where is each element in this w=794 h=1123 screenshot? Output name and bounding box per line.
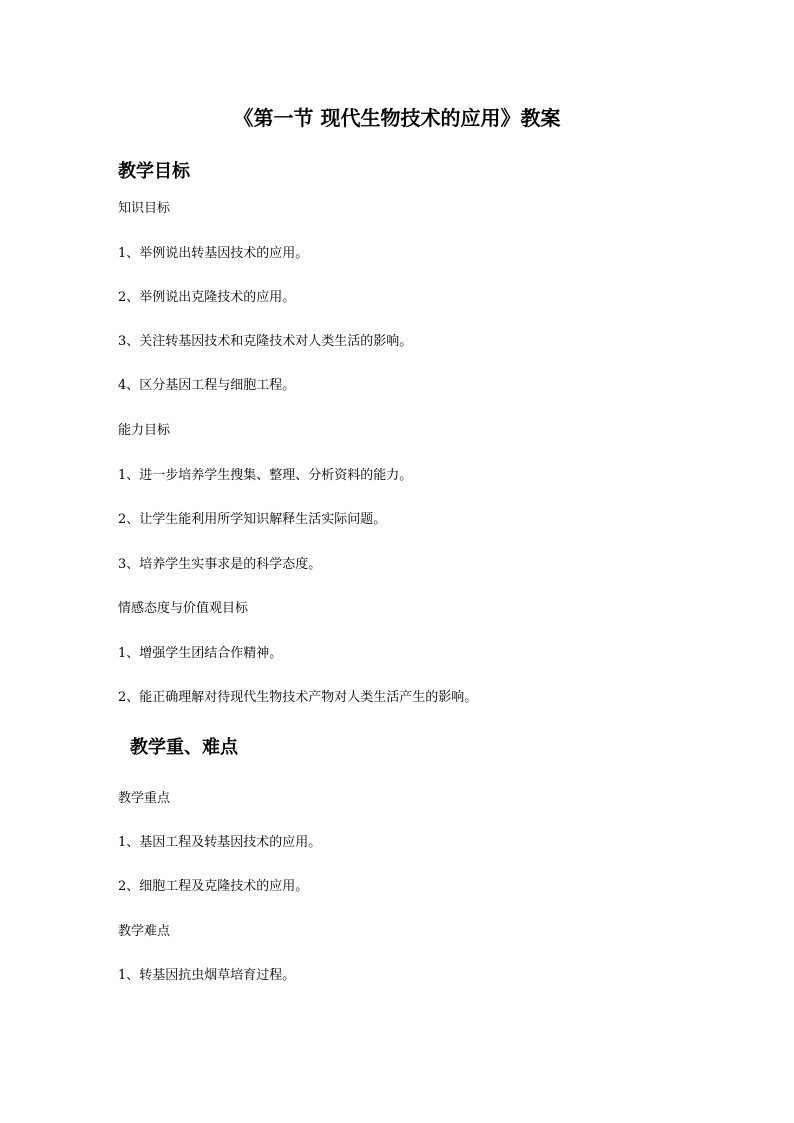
list-item: 2、举例说出克隆技术的应用。 (118, 290, 296, 305)
list-item: 1、转基因抗虫烟草培育过程。 (118, 968, 296, 983)
list-item: 1、基因工程及转基因技术的应用。 (118, 835, 322, 850)
document-title: 《第一节 现代生物技术的应用》教案 (233, 106, 561, 130)
subheading-ability-objectives: 能力目标 (118, 423, 171, 438)
list-item: 1、举例说出转基因技术的应用。 (118, 246, 309, 261)
subheading-knowledge-objectives: 知识目标 (118, 201, 171, 216)
list-item: 1、增强学生团结合作精神。 (118, 646, 283, 661)
list-item: 3、关注转基因技术和克隆技术对人类生活的影响。 (118, 334, 413, 349)
list-item: 4、区分基因工程与细胞工程。 (118, 378, 296, 393)
section-heading-objectives: 教学目标 (118, 161, 190, 182)
subheading-emotion-objectives: 情感态度与价值观目标 (118, 601, 249, 616)
section-heading-key-difficult-points: 教学重、难点 (130, 737, 238, 758)
list-item: 2、让学生能利用所学知识解释生活实际问题。 (118, 512, 387, 527)
subheading-key-points: 教学重点 (118, 791, 171, 806)
list-item: 3、培养学生实事求是的科学态度。 (118, 557, 322, 572)
list-item: 2、能正确理解对待现代生物技术产物对人类生活产生的影响。 (118, 690, 478, 705)
list-item: 2、细胞工程及克隆技术的应用。 (118, 879, 309, 894)
list-item: 1、进一步培养学生搜集、整理、分析资料的能力。 (118, 468, 413, 483)
subheading-difficulties: 教学难点 (118, 924, 171, 939)
